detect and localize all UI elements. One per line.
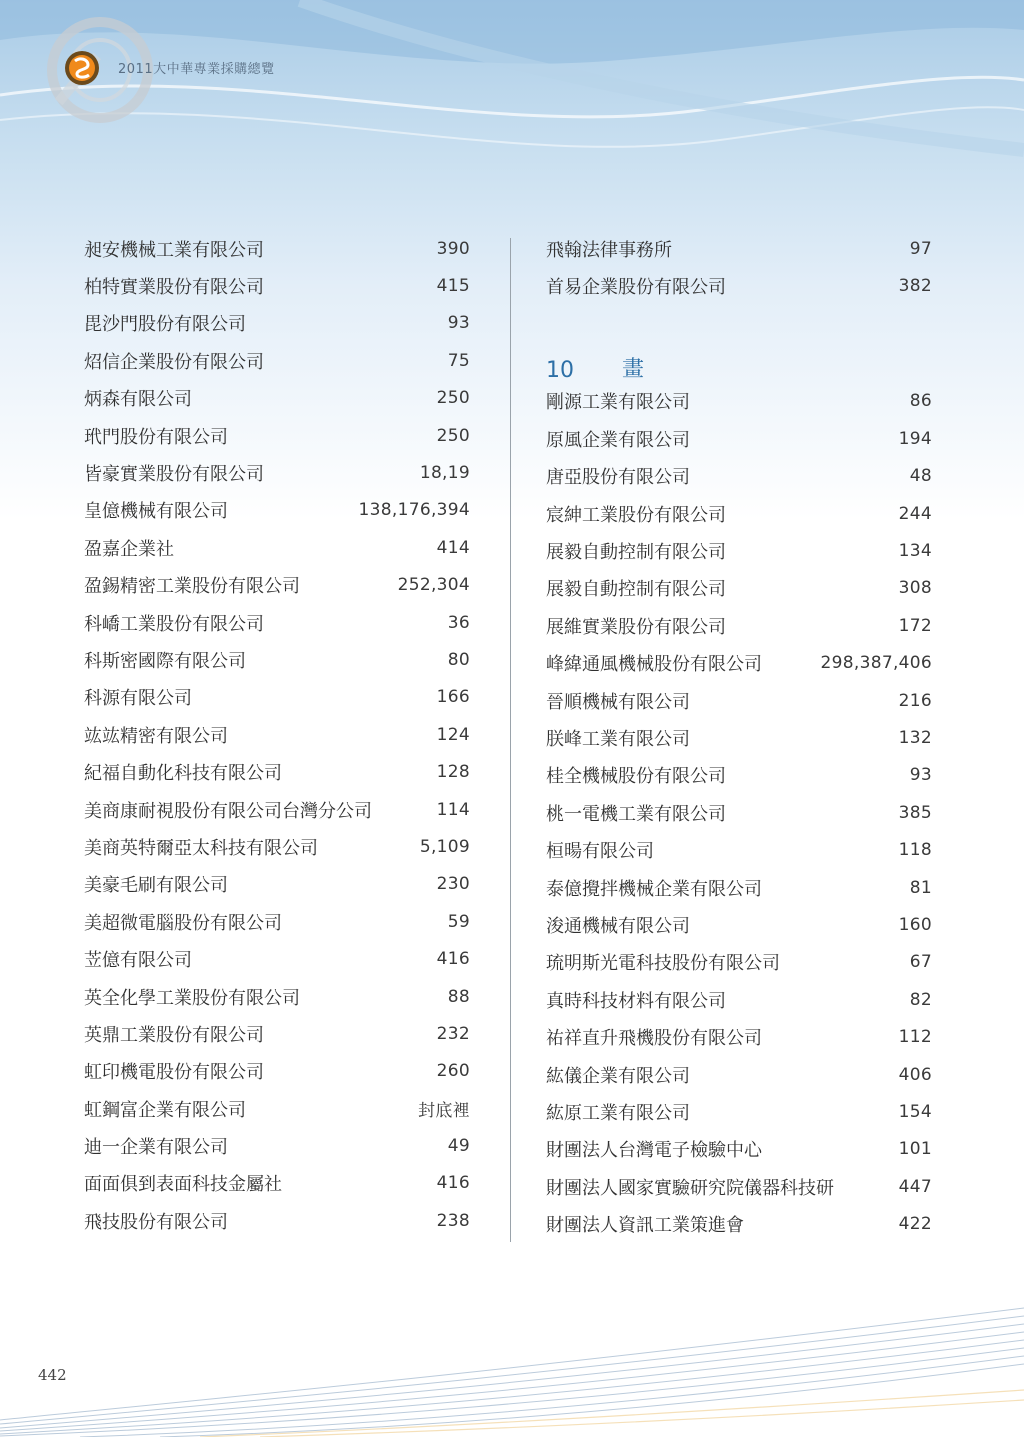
company-name: 苙億有限公司 [84, 950, 192, 972]
page-reference: 88 [447, 986, 470, 1007]
index-entry [546, 607, 932, 644]
index-entry [546, 869, 932, 906]
company-name: 炤信企業股份有限公司 [84, 351, 264, 373]
company-name: 美超微電腦股份有限公司 [84, 912, 282, 934]
index-entry [546, 831, 932, 868]
page-reference: 260 [436, 1061, 470, 1082]
index-entry [84, 828, 470, 865]
company-name: 英全化學工業股份有限公司 [84, 987, 300, 1009]
page-reference: 48 [909, 466, 932, 487]
page-reference: 416 [436, 949, 470, 970]
company-name: 展毅自動控制有限公司 [546, 542, 726, 564]
index-entry [84, 380, 470, 417]
page-reference: 160 [898, 914, 932, 935]
company-name: 美商康耐視股份有限公司台灣分公司 [84, 800, 372, 822]
company-name: 虹鋼富企業有限公司 [84, 1099, 246, 1121]
company-name: 琉明斯光電科技股份有限公司 [546, 953, 780, 975]
page-reference: 415 [436, 276, 470, 297]
section-label: 畫 [622, 356, 645, 382]
company-name: 飛技股份有限公司 [84, 1211, 228, 1233]
index-entry [84, 1053, 470, 1090]
page-reference: 18,19 [419, 463, 470, 484]
page-reference: 406 [898, 1064, 932, 1085]
company-name: 科斯密國際有限公司 [84, 650, 246, 672]
page-reference: 250 [436, 425, 470, 446]
index-entry [546, 1131, 932, 1168]
page-reference: 67 [909, 952, 932, 973]
company-name: 科嶠工業股份有限公司 [84, 613, 264, 635]
page-reference: 250 [436, 388, 470, 409]
index-entry [546, 719, 932, 756]
page-reference: 112 [898, 1027, 932, 1048]
index-entry [84, 529, 470, 566]
company-name: 紘儀企業有限公司 [546, 1065, 690, 1087]
index-entry [546, 1093, 932, 1130]
page-reference: 244 [898, 503, 932, 524]
index-entry [84, 1015, 470, 1052]
page-reference: 385 [898, 802, 932, 823]
company-name: 峰緯通風機械股份有限公司 [546, 654, 762, 676]
page-reference: 422 [898, 1214, 932, 1235]
page-reference: 230 [436, 874, 470, 895]
page-reference: 93 [909, 765, 932, 786]
stroke-count-heading [546, 347, 932, 383]
company-name: 桃一電機工業有限公司 [546, 803, 726, 825]
page-reference: 82 [909, 989, 932, 1010]
page-reference: 86 [909, 391, 932, 412]
page-reference: 232 [436, 1023, 470, 1044]
right-index-column [546, 230, 932, 1243]
index-entry [84, 492, 470, 529]
index-entry [546, 420, 932, 457]
index-entry [546, 944, 932, 981]
index-entry [546, 267, 932, 304]
page-reference: 132 [898, 727, 932, 748]
index-entry [84, 978, 470, 1015]
index-entry [546, 532, 932, 569]
company-name: 桂全機械股份有限公司 [546, 766, 726, 788]
company-name: 財團法人台灣電子檢驗中心 [546, 1140, 762, 1162]
company-name: 唐亞股份有限公司 [546, 467, 690, 489]
page-reference: 390 [436, 238, 470, 259]
company-name: 美商英特爾亞太科技有限公司 [84, 837, 318, 859]
index-entry [546, 570, 932, 607]
company-name: 宸紳工業股份有限公司 [546, 504, 726, 526]
index-entry [84, 866, 470, 903]
company-name: 桓暘有限公司 [546, 841, 654, 863]
page-reference: 75 [447, 350, 470, 371]
company-name: 財團法人國家實驗研究院儀器科技研 [546, 1177, 834, 1199]
index-entry [84, 1202, 470, 1239]
index-entry [546, 495, 932, 532]
index-entry [546, 794, 932, 831]
page-reference: 5,109 [419, 836, 470, 857]
column-divider [510, 238, 511, 1242]
company-name: 竑竑精密有限公司 [84, 725, 228, 747]
index-entry [84, 230, 470, 267]
company-name: 皆豪實業股份有限公司 [84, 464, 264, 486]
publication-title: 2011大中華專業採購總覽 [118, 62, 275, 77]
page-reference: 93 [447, 313, 470, 334]
index-entry [84, 641, 470, 678]
index-entry [546, 458, 932, 495]
page-reference: 101 [898, 1139, 932, 1160]
page-reference: 59 [447, 911, 470, 932]
company-name: 盈錫精密工業股份有限公司 [84, 576, 300, 598]
index-entry [546, 906, 932, 943]
index-entry [84, 940, 470, 977]
company-name: 財團法人資訊工業策進會 [546, 1215, 744, 1237]
page-reference: 80 [447, 649, 470, 670]
company-name: 飛翰法律事務所 [546, 239, 672, 261]
page-reference: 128 [436, 762, 470, 783]
footer-wave-decoration [0, 1300, 1024, 1437]
company-name: 美豪毛刷有限公司 [84, 875, 228, 897]
company-name: 晉順機械有限公司 [546, 691, 690, 713]
page-reference: 166 [436, 687, 470, 708]
index-entry [84, 791, 470, 828]
company-name: 面面俱到表面科技金屬社 [84, 1174, 282, 1196]
page-reference: 216 [898, 690, 932, 711]
index-entry [546, 383, 932, 420]
page-reference: 308 [898, 578, 932, 599]
index-entry [84, 417, 470, 454]
page-reference: 252,304 [397, 575, 470, 596]
page-reference: 194 [898, 428, 932, 449]
page-reference: 97 [909, 238, 932, 259]
company-name: 英鼎工業股份有限公司 [84, 1024, 264, 1046]
index-entry [546, 1168, 932, 1205]
company-name: 剛源工業有限公司 [546, 392, 690, 414]
page-reference: 81 [909, 877, 932, 898]
company-name: 炳森有限公司 [84, 389, 192, 411]
company-name: 展毅自動控制有限公司 [546, 579, 726, 601]
index-entry [84, 1127, 470, 1164]
company-name: 虹印機電股份有限公司 [84, 1062, 264, 1084]
company-name: 首易企業股份有限公司 [546, 277, 726, 299]
company-name: 原風企業有限公司 [546, 429, 690, 451]
company-name: 浚通機械有限公司 [546, 915, 690, 937]
company-name: 祐祥直升飛機股份有限公司 [546, 1028, 762, 1050]
index-entry [546, 1205, 932, 1242]
page-reference: 124 [436, 724, 470, 745]
company-name: 玳門股份有限公司 [84, 426, 228, 448]
company-name: 真時科技材料有限公司 [546, 990, 726, 1012]
company-name: 盈嘉企業社 [84, 538, 174, 560]
page-reference: 382 [898, 276, 932, 297]
section-number: 10 [546, 357, 574, 383]
page-reference: 114 [436, 799, 470, 820]
company-name: 展維實業股份有限公司 [546, 616, 726, 638]
company-name: 毘沙門股份有限公司 [84, 314, 246, 336]
index-entry [546, 1018, 932, 1055]
page-reference: 36 [447, 612, 470, 633]
page-reference: 238 [436, 1210, 470, 1231]
index-entry [84, 342, 470, 379]
index-entry [84, 753, 470, 790]
company-name: 紘原工業有限公司 [546, 1102, 690, 1124]
index-entry [546, 645, 932, 682]
company-name: 朕峰工業有限公司 [546, 728, 690, 750]
page-reference: 49 [447, 1136, 470, 1157]
logo-emblem [30, 14, 160, 144]
index-entry [546, 682, 932, 719]
page-reference: 416 [436, 1173, 470, 1194]
page-reference: 118 [898, 840, 932, 861]
page-reference: 封底裡 [418, 1101, 470, 1122]
index-entry [84, 716, 470, 753]
page-reference: 447 [898, 1176, 932, 1197]
company-name: 皇億機械有限公司 [84, 501, 228, 523]
page-reference: 298,387,406 [820, 653, 932, 674]
company-name: 紀福自動化科技有限公司 [84, 763, 282, 785]
index-entry [84, 679, 470, 716]
page-reference: 134 [898, 541, 932, 562]
index-entry [546, 230, 932, 267]
index-entry [84, 903, 470, 940]
index-entry [84, 604, 470, 641]
company-name: 科源有限公司 [84, 688, 192, 710]
page-reference: 138,176,394 [358, 500, 470, 521]
company-name: 泰億攪拌機械企業有限公司 [546, 878, 762, 900]
company-name: 柏特實業股份有限公司 [84, 277, 264, 299]
page-reference: 154 [898, 1101, 932, 1122]
index-entry [84, 305, 470, 342]
index-entry [546, 981, 932, 1018]
company-name: 昶安機械工業有限公司 [84, 239, 264, 261]
index-entry [84, 1090, 470, 1127]
page-number: 442 [38, 1366, 67, 1384]
page-reference: 414 [436, 537, 470, 558]
index-entry [546, 757, 932, 794]
index-entry [546, 1056, 932, 1093]
index-entry [84, 567, 470, 604]
company-name: 迪一企業有限公司 [84, 1137, 228, 1159]
page-reference: 172 [898, 615, 932, 636]
index-entry [84, 267, 470, 304]
left-index-column [84, 230, 470, 1240]
index-entry [84, 1165, 470, 1202]
index-entry [84, 454, 470, 491]
